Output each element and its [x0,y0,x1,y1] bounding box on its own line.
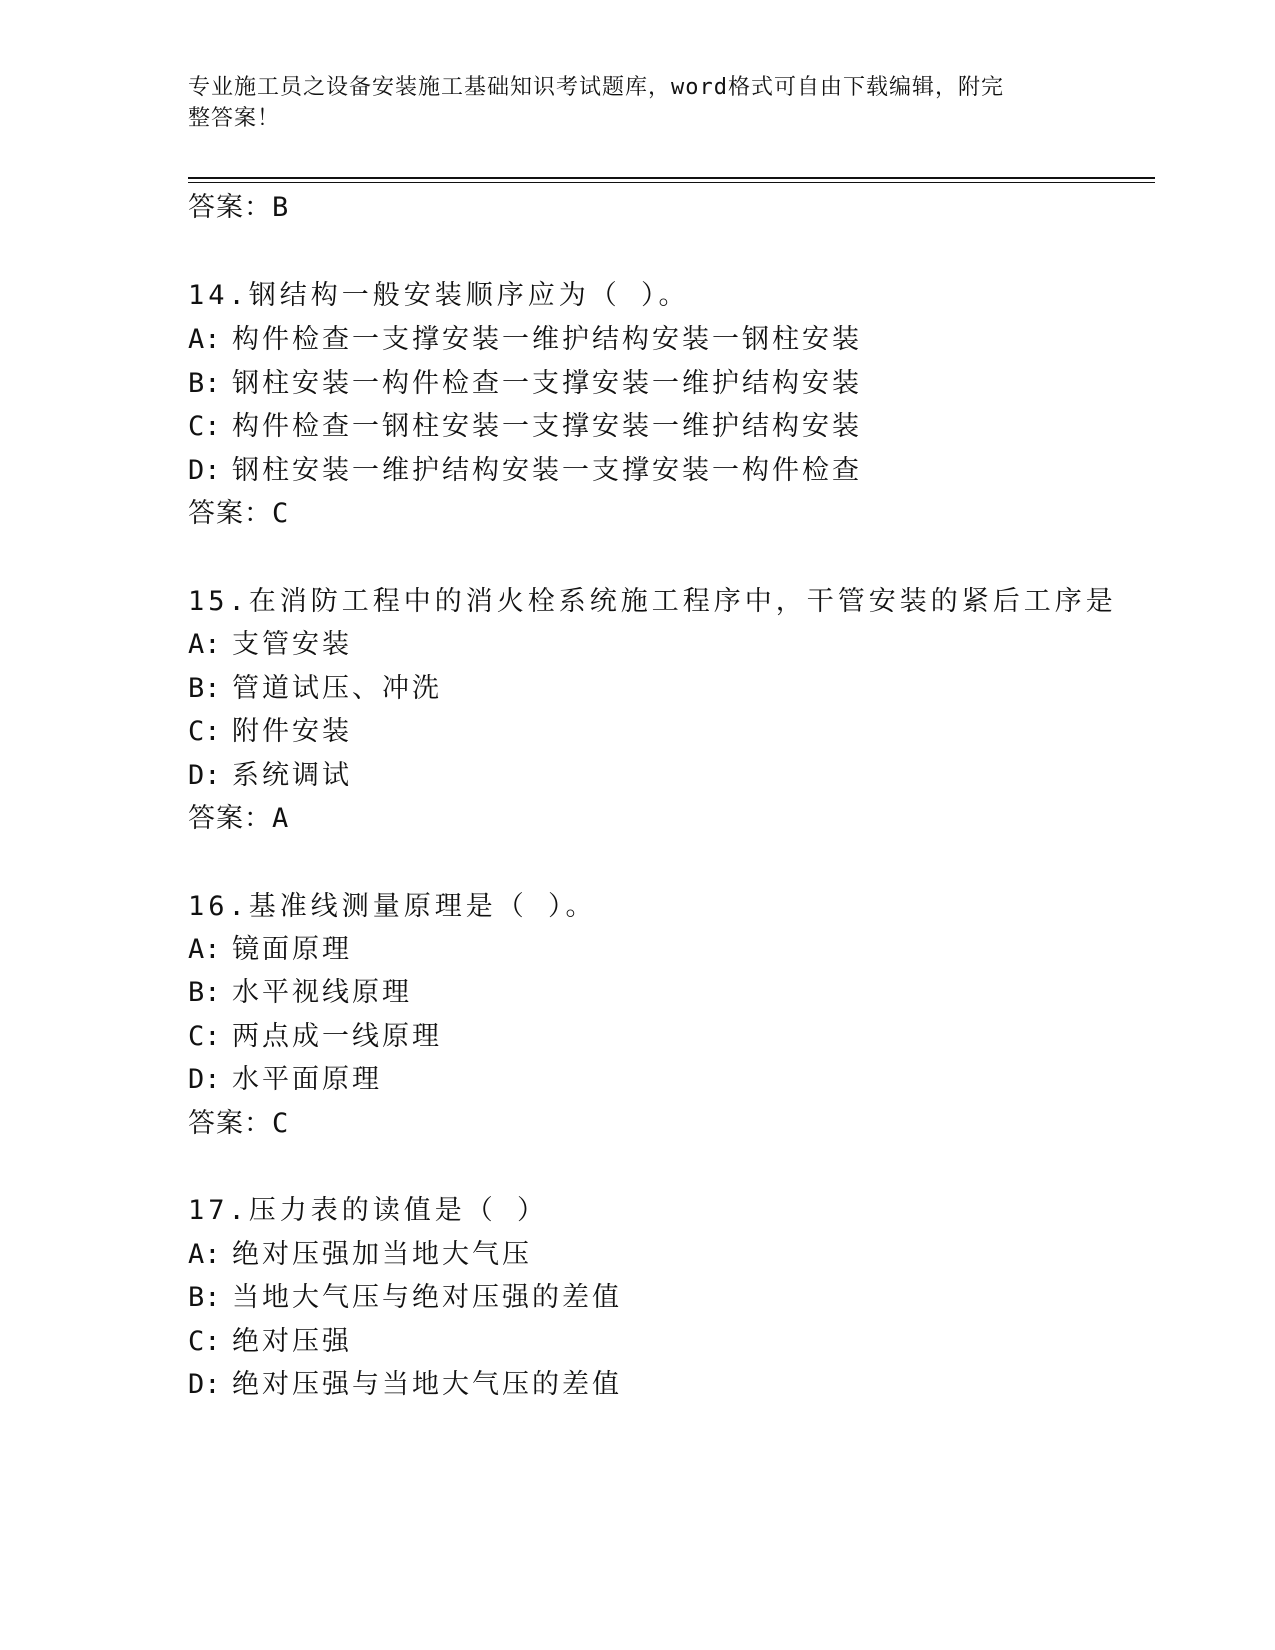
option-text: 系统调试 [232,760,352,791]
option-letter: B: [188,673,221,704]
header-divider-thick [188,177,1155,179]
question-17-option-a [188,1238,532,1272]
option-letter: B: [188,368,221,399]
option-text: 绝对压强与当地大气压的差值 [232,1369,622,1400]
header-line-1: 专业施工员之设备安装施工基础知识考试题库，word格式可自由下载编辑，附完 [188,75,1004,100]
option-letter: A: [188,324,221,355]
option-letter: C: [188,411,221,442]
question-17-option-c [188,1325,352,1359]
question-17-stem: 17.压力表的读值是（ ） [188,1195,549,1226]
document-header [188,72,1068,134]
answer-13: 答案：B [188,192,290,223]
answer-14: 答案：C [188,498,290,529]
option-text: 钢柱安装一维护结构安装一支撑安装一构件检查 [232,455,862,486]
option-letter: B: [188,977,221,1008]
question-15-stem: 15.在消防工程中的消火栓系统施工程序中，干管安装的紧后工序是 [188,586,1117,617]
question-15-option-d [188,759,352,793]
question-16-stem: 16.基准线测量原理是（ ）。 [188,891,597,922]
question-16-option-d [188,1063,382,1097]
question-14-option-b [188,367,862,401]
option-text: 绝对压强 [232,1326,352,1357]
question-15-option-b [188,672,442,706]
question-15-option-a [188,628,352,662]
option-text: 构件检查一支撑安装一维护结构安装一钢柱安装 [232,324,862,355]
option-letter: D: [188,455,221,486]
question-16-option-c [188,1020,442,1054]
option-letter: D: [188,1369,221,1400]
option-letter: C: [188,1326,221,1357]
question-15-option-c [188,715,352,749]
option-letter: C: [188,716,221,747]
question-14-option-c [188,410,862,444]
answer-16: 答案：C [188,1108,290,1139]
option-text: 镜面原理 [232,934,352,965]
option-letter: B: [188,1282,221,1313]
option-letter: A: [188,934,221,965]
option-letter: A: [188,1239,221,1270]
option-text: 绝对压强加当地大气压 [232,1239,532,1270]
option-text: 附件安装 [232,716,352,747]
question-16-option-a [188,933,352,967]
header-divider-thin [188,182,1155,183]
option-letter: D: [188,760,221,791]
option-letter: C: [188,1021,221,1052]
question-17-option-b [188,1281,622,1315]
header-line-2: 整答案！ [188,106,281,131]
option-letter: D: [188,1064,221,1095]
option-text: 水平视线原理 [232,977,412,1008]
question-14-option-d [188,454,862,488]
option-text: 支管安装 [232,629,352,660]
answer-15: 答案：A [188,803,290,834]
question-16-option-b [188,976,412,1010]
option-text: 两点成一线原理 [232,1021,442,1052]
question-14-option-a [188,323,862,357]
option-letter: A: [188,629,221,660]
option-text: 当地大气压与绝对压强的差值 [232,1282,622,1313]
option-text: 钢柱安装一构件检查一支撑安装一维护结构安装 [232,368,862,399]
question-14-stem: 14.钢结构一般安装顺序应为（ ）。 [188,280,690,311]
option-text: 构件检查一钢柱安装一支撑安装一维护结构安装 [232,411,862,442]
option-text: 水平面原理 [232,1064,382,1095]
option-text: 管道试压、冲洗 [232,673,442,704]
question-17-option-d [188,1368,622,1402]
